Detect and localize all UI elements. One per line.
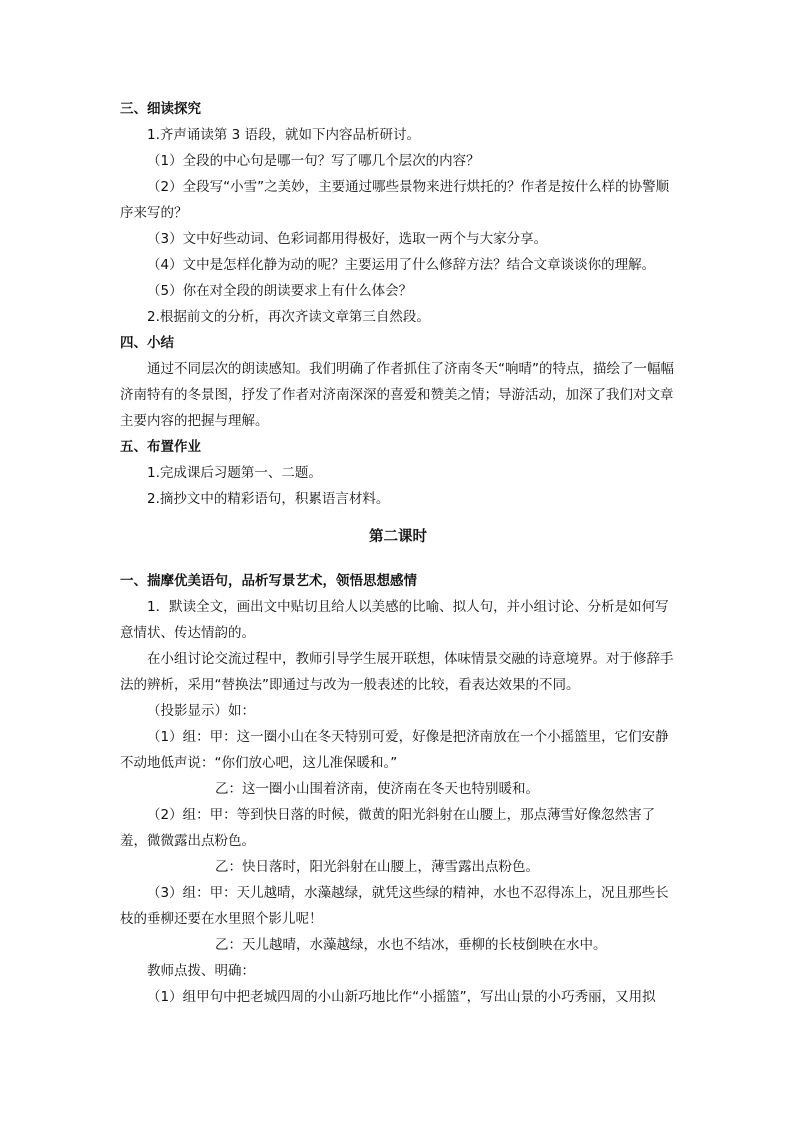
example-group-1-a: （1）组：甲：这一圈小山在冬天特别可爱，好像是把济南放在一个小摇篮里，它们安静不动地低声说：“你们放心吧，这儿准保暖和。” bbox=[120, 729, 669, 771]
homework-item-1: 1.完成课后习题第一、二题。 bbox=[147, 465, 322, 481]
lesson-heading-1: 一、揣摩优美语句，品析写景艺术，领悟思想感情 bbox=[120, 573, 417, 589]
question-4: （4）文中是怎样化静为动的呢？主要运用了什么修辞方法？结合文章谈谈你的理解。 bbox=[147, 257, 656, 273]
section-heading-3: 三、细读探究 bbox=[120, 101, 201, 117]
paragraph: （投影显示）如： bbox=[147, 703, 255, 719]
section-heading-5: 五、布置作业 bbox=[120, 439, 201, 455]
section-heading-4: 四、小结 bbox=[120, 335, 174, 351]
homework-item-2: 2.摘抄文中的精彩语句，积累语言材料。 bbox=[147, 491, 390, 507]
question-2: （2）全段写“小雪”之美妙，主要通过哪些景物来进行烘托的？作者是按什么样的协警顺序来写的？ bbox=[120, 179, 670, 221]
question-3: （3）文中好些动词、色彩词都用得极好，选取一两个与大家分享。 bbox=[147, 231, 548, 247]
paragraph: （1）组甲句中把老城四周的小山新巧地比作“小摇篮”，写出山景的小巧秀丽，又用拟 bbox=[147, 989, 656, 1005]
example-group-1-b: 乙：这一圈小山围着济南，使济南在冬天也特别暖和。 bbox=[215, 781, 539, 797]
example-group-2-a: （2）组：甲：等到快日落的时候，微黄的阳光斜射在山腰上，那点薄雪好像忽然害了羞，微微露出点粉色。 bbox=[120, 807, 656, 849]
document-body bbox=[120, 96, 676, 1010]
paragraph: 1.齐声诵读第 3 语段，就如下内容品析研讨。 bbox=[147, 127, 421, 143]
paragraph: 教师点拨、明确： bbox=[147, 963, 255, 979]
summary-paragraph: 通过不同层次的朗读感知。我们明确了作者抓住了济南冬天“响晴”的特点，描绘了一幅幅济南特有的冬景图，抒发了作者对济南深深的喜爱和赞美之情；导游活动，加深了我们对文章主要内容的把握与理解。 bbox=[120, 361, 674, 429]
question-5: （5）你在对全段的朗读要求上有什么体会？ bbox=[147, 283, 413, 299]
paragraph: 在小组讨论交流过程中，教师引导学生展开联想，体味情景交融的诗意境界。对于修辞手法的辨析，采用“替换法”即通过与改为一般表述的比较，看表达效果的不同。 bbox=[120, 651, 674, 693]
paragraph: 2.根据前文的分析，再次齐读文章第三自然段。 bbox=[147, 309, 430, 325]
question-1: （1）全段的中心句是哪一句？写了哪几个层次的内容？ bbox=[147, 153, 480, 169]
example-group-3-a: （3）组：甲：天儿越晴，水藻越绿，就凭这些绿的精神，水也不忍得冻上，况且那些长枝的垂柳还要在水里照个影儿呢！ bbox=[120, 885, 669, 927]
example-group-3-b: 乙：天儿越晴，水藻越绿，水也不结冰，垂柳的长枝倒映在水中。 bbox=[215, 937, 607, 953]
paragraph: 1．默读全文，画出文中贴切且给人以美感的比喻、拟人句，并小组讨论、分析是如何写意情状、传达情韵的。 bbox=[120, 599, 669, 641]
example-group-2-b: 乙：快日落时，阳光斜射在山腰上，薄雪露出点粉色。 bbox=[215, 859, 539, 875]
lesson-title: 第二课时 bbox=[369, 529, 427, 545]
